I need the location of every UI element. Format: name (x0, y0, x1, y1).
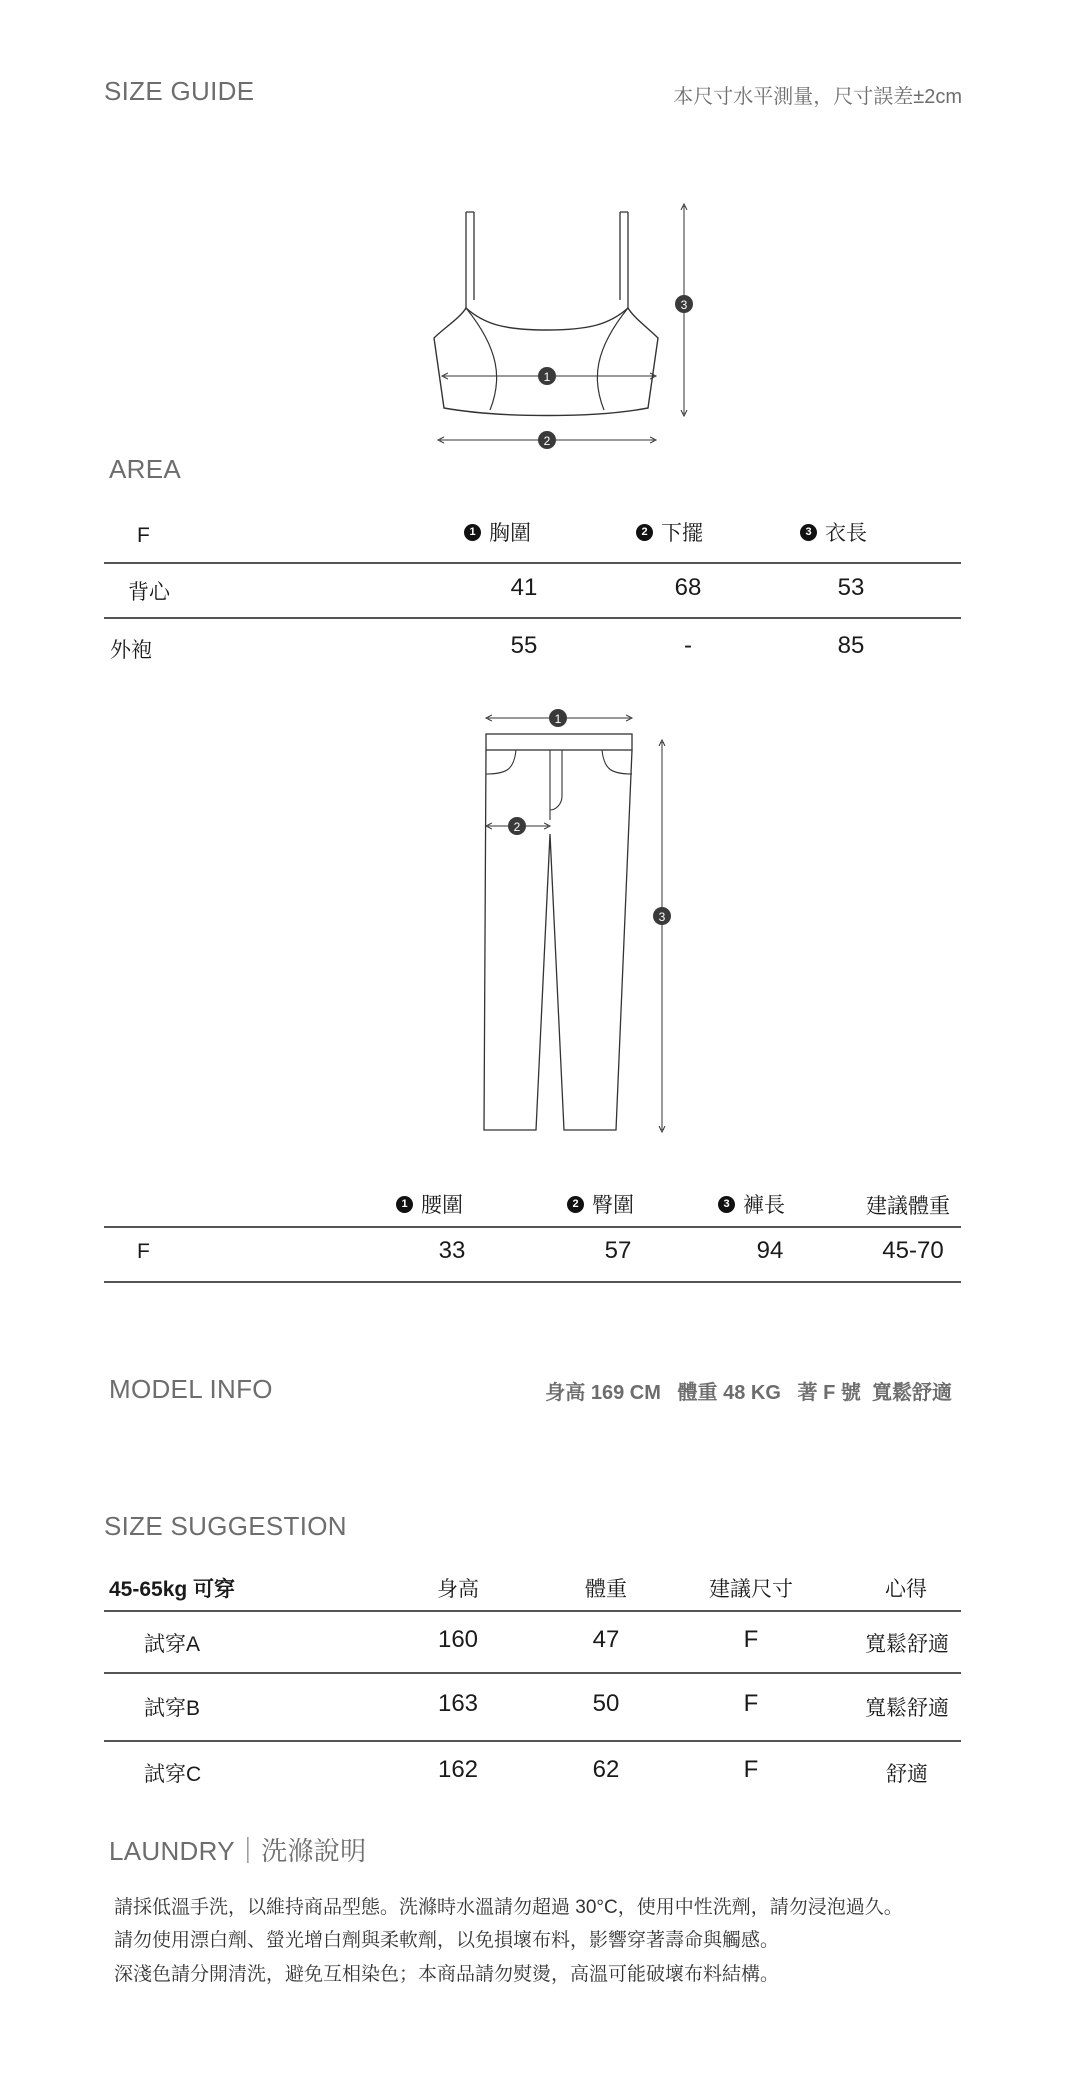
suggestion-col-comment: 心得 (885, 1578, 927, 1601)
suggestion-col-size: 建議尺寸 (709, 1578, 793, 1601)
col-label: 臀圍 (592, 1194, 634, 1217)
pants-col-waist (396, 1189, 463, 1219)
table-cell: 57 (604, 1237, 632, 1264)
divider (104, 562, 961, 564)
table-cell: 163 (437, 1690, 479, 1717)
table-cell: 62 (592, 1756, 620, 1783)
laundry-line: 深淺色請分開清洗，避免互相染色；本商品請勿熨燙，高溫可能破壞布料結構。 (114, 1964, 780, 1985)
pants-col-hip (567, 1189, 634, 1219)
area-title: AREA (109, 454, 182, 484)
badge-3: 3 (800, 524, 817, 541)
badge-1: 1 (464, 524, 481, 541)
divider (104, 1226, 961, 1228)
table-cell: 94 (756, 1237, 784, 1264)
pants-col-weight (866, 1190, 950, 1220)
table-cell: 47 (592, 1626, 620, 1653)
size-suggestion-title: SIZE SUGGESTION (104, 1511, 347, 1541)
divider (104, 1281, 961, 1283)
table-cell: 舒適 (886, 1763, 928, 1786)
model-info-details: 身高 169 CM 體重 48 KG 著 F 號 寬鬆舒適 (545, 1382, 952, 1404)
row-name: 外袍 (110, 639, 152, 662)
hip-marker: 2 (513, 820, 521, 834)
col-label: 褲長 (743, 1194, 785, 1217)
col-label: 腰圍 (421, 1194, 463, 1217)
table-cell: 53 (837, 574, 865, 601)
tryon-name: 試穿C (144, 1763, 202, 1786)
tryon-name: 試穿A (144, 1633, 201, 1656)
row-name: F (137, 1240, 150, 1263)
divider (104, 1740, 961, 1742)
col-label: 建議體重 (866, 1195, 950, 1218)
area-col-hem (636, 517, 703, 547)
table-cell: F (743, 1690, 759, 1717)
length-marker: 3 (680, 298, 688, 312)
table-cell: F (743, 1756, 759, 1783)
laundry-line: 請採低溫手洗，以維持商品型態。洗滌時水溫請勿超過 30°C，使用中性洗劑，請勿浸泡過久。 (114, 1897, 903, 1918)
pants-col-length (718, 1189, 785, 1219)
col-label: 胸圍 (489, 522, 531, 545)
hem-marker: 2 (543, 434, 551, 448)
waist-marker: 1 (554, 712, 562, 726)
size-guide-title: SIZE GUIDE (104, 76, 255, 106)
table-cell: - (684, 632, 692, 659)
tryon-name: 試穿B (144, 1697, 201, 1720)
suggestion-col-weight: 體重 (585, 1578, 627, 1601)
table-cell: 68 (674, 574, 702, 601)
bust-marker: 1 (543, 370, 551, 384)
badge-1: 1 (396, 1196, 413, 1213)
row-name: 背心 (128, 581, 170, 604)
table-cell: F (743, 1626, 759, 1653)
table-cell: 160 (437, 1626, 479, 1653)
laundry-line: 請勿使用漂白劑、螢光增白劑與柔軟劑，以免損壞布料，影響穿著壽命與觸感。 (114, 1930, 780, 1951)
divider (104, 1610, 961, 1612)
table-cell: 85 (837, 632, 865, 659)
table-cell: 寬鬆舒適 (865, 1633, 949, 1656)
inseam-marker: 3 (658, 910, 666, 924)
model-info-title: MODEL INFO (109, 1374, 273, 1404)
table-cell: 33 (438, 1237, 466, 1264)
table-cell: 55 (510, 632, 538, 659)
badge-2: 2 (567, 1196, 584, 1213)
badge-3: 3 (718, 1196, 735, 1213)
table-cell: 50 (592, 1690, 620, 1717)
divider (104, 1672, 961, 1674)
laundry-title: LAUNDRY｜洗滌說明 (109, 1836, 367, 1866)
measurement-note: 本尺寸水平測量，尺寸誤差±2cm (673, 86, 962, 108)
pants-diagram (470, 700, 700, 1140)
table-cell: 41 (510, 574, 538, 601)
table-cell: 45-70 (882, 1237, 944, 1264)
divider (104, 617, 961, 619)
badge-2: 2 (636, 524, 653, 541)
top-garment-diagram (420, 200, 710, 460)
col-label: 下擺 (661, 522, 703, 545)
suggestion-col-height: 身高 (437, 1578, 479, 1601)
suggestion-col-range: 45-65kg 可穿 (109, 1578, 236, 1601)
col-label: 衣長 (825, 522, 867, 545)
table-cell: 寬鬆舒適 (865, 1697, 949, 1720)
area-size-label: F (137, 524, 150, 547)
area-col-length (800, 517, 867, 547)
table-cell: 162 (437, 1756, 479, 1783)
area-col-bust (464, 517, 531, 547)
